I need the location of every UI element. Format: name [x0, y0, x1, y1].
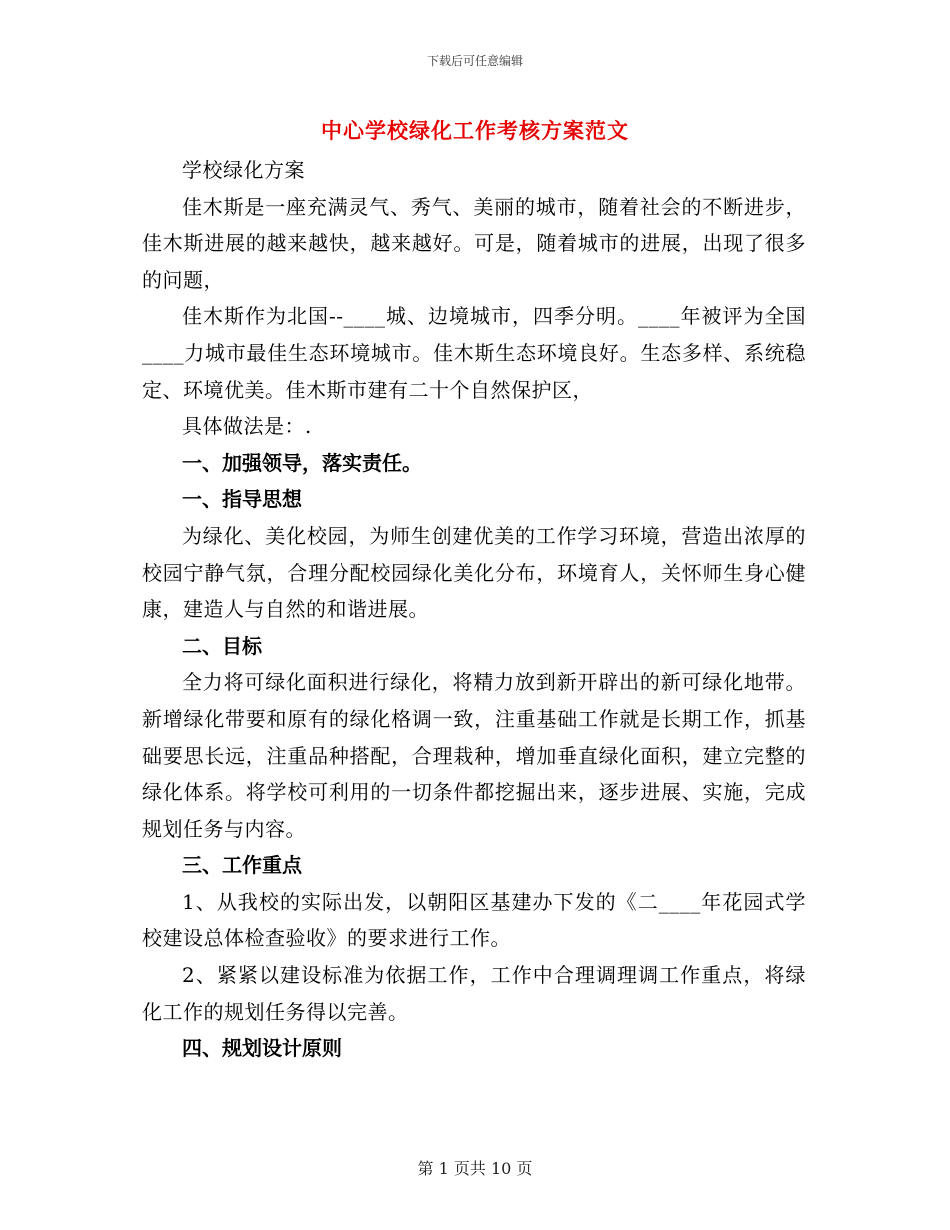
header-note: 下载后可任意编辑	[426, 54, 523, 68]
paragraph: 1、从我校的实际出发，以朝阳区基建办下发的《二____年花园式学校建设总体检查验收》的要求进行工作。	[142, 889, 806, 951]
page-footer: 第 1 页共 10 页	[417, 1159, 533, 1178]
section-heading: 二、目标	[182, 633, 262, 658]
section-heading: 四、规划设计原则	[182, 1036, 342, 1061]
paragraph: 学校绿化方案	[182, 158, 305, 182]
section-heading: 一、指导思想	[182, 487, 302, 512]
paragraph: 为绿化、美化校园，为师生创建优美的工作学习环境，营造出浓厚的校园宁静气氛，合理分配校园绿化美化分布，环境育人，关怀师生身心健康，建造人与自然的和谐进展。	[142, 523, 806, 622]
paragraph: 佳木斯是一座充满灵气、秀气、美丽的城市，随着社会的不断进步，佳木斯进展的越来越快，越来越好。可是，随着城市的进展，出现了很多的问题，	[142, 194, 806, 292]
paragraph: 2、紧紧以建设标准为依据工作，工作中合理调理调工作重点，将绿化工作的规划任务得以完善。	[142, 963, 806, 1024]
document-title: 中心学校绿化工作考核方案范文	[321, 118, 629, 143]
section-heading: 一、加强领导，落实责任。	[182, 450, 422, 475]
section-heading: 三、工作重点	[182, 853, 302, 878]
paragraph: 具体做法是：.	[182, 414, 312, 439]
paragraph: 佳木斯作为北国--____城、边境城市，四季分明。____年被评为全国____力城市最佳生态环境城市。佳木斯生态环境良好。生态多样、系统稳定、环境优美。佳木斯市建有二十个自然保护区，	[142, 304, 806, 402]
paragraph: 全力将可绿化面积进行绿化，将精力放到新开辟出的新可绿化地带。新增绿化带要和原有的绿化格调一致，注重基础工作就是长期工作，抓基础要思长远，注重品种搭配，合理栽种，增加垂直绿化面积，建立完整的绿化体系。将学校可利用的一切条件都挖掘出来，逐步进展、实施，完成规划任务与内容。	[142, 670, 806, 841]
document-body	[142, 152, 806, 1067]
